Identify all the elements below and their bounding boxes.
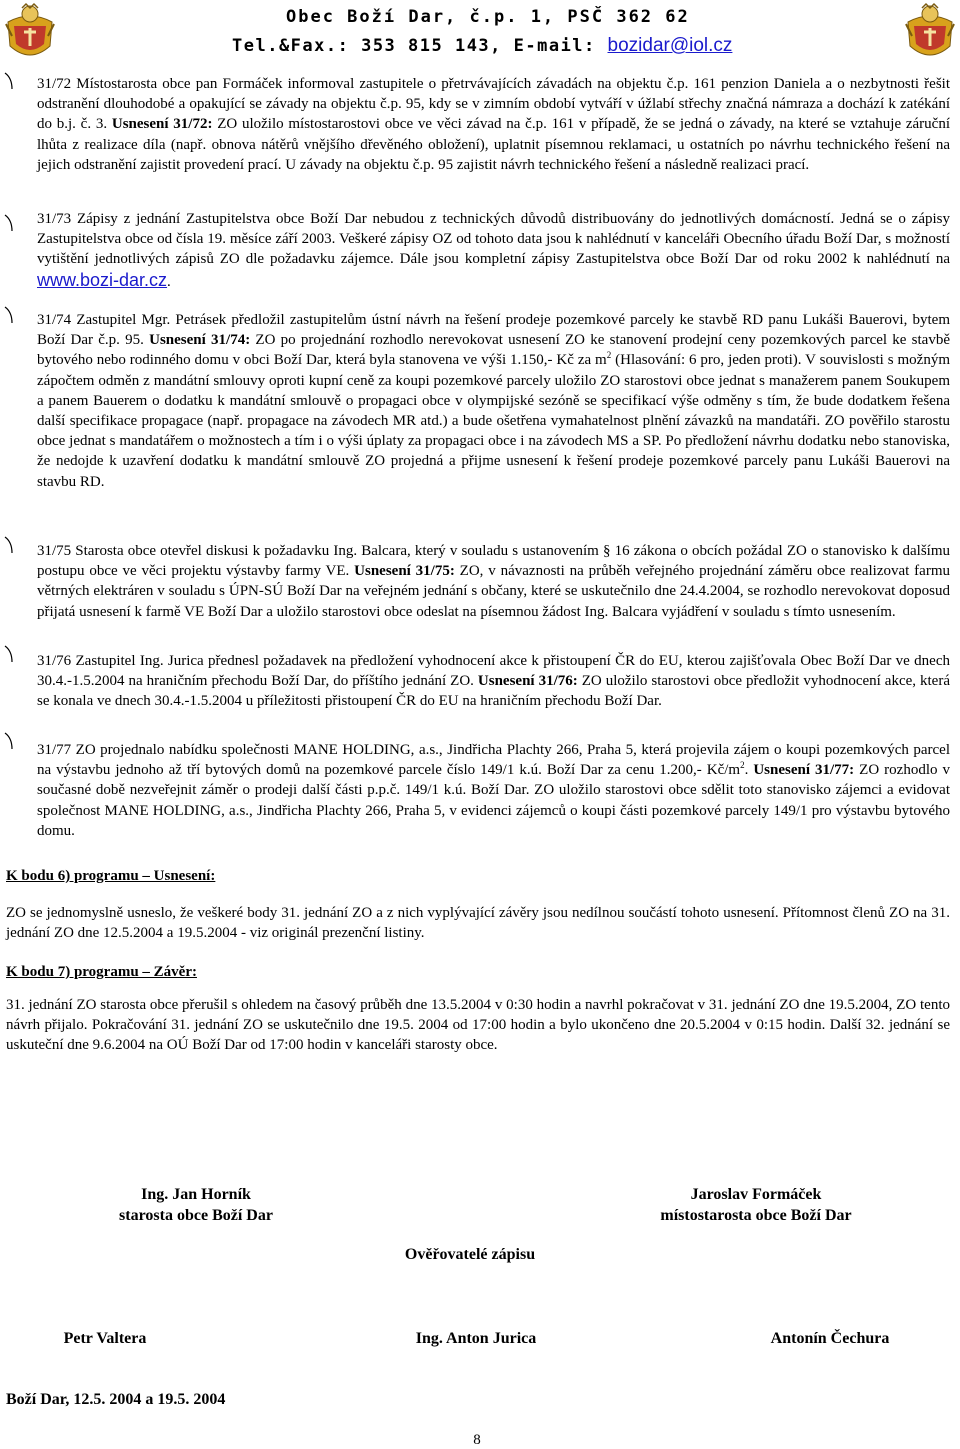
header-address: Obec Boží Dar, č.p. 1, PSČ 362 62 <box>286 7 690 27</box>
item-31-74 <box>37 310 950 492</box>
item-text: . <box>744 762 754 779</box>
header-phone: Tel.&Fax.: 353 815 143, E-mail: <box>232 36 608 56</box>
resolution-label: Usnesení 31/74: <box>149 332 251 349</box>
item-31-77 <box>37 740 950 841</box>
item-31-75 <box>37 541 950 622</box>
item-text: 31/72 Místostarosta obce pan Formáček informoval zastupitele o přetrvávajících závadách na objektu č.p. 161 penzion Daniela a o nezbytnosti řešit odstranění dlouhodobé a opakující se závady na objektu č.p. 95, kdy se v zimním období vytváří v úžlabí střechy značná námraza a dochází k zatékání do b.j. č. 3. <box>37 76 950 133</box>
item-text: ZO po projednání rozhodlo nerevokovat usnesení ZO ke stanovení prodejní ceny pozemkových parcel ke stavbě bytového nebo rodinného domu v obci Boží Dar, která byla stanovena ve výši 1.150,- Kč za m <box>37 332 950 369</box>
item-text: ZO rozhodlo v současné době nezveřejnit záměr o prodeji další části p.p.č. 149/1 k.ú. Boží Dar. ZO uložilo starostovi obce sdělit toto stanovisko zájemci a evidovat společnost MANE HOLDING, a.s., Jindřicha Plachty 266, Praha 5, v evidenci zájemců o koupi části pozemkové parcely 149/1 pro výstavbu bytového domu. <box>37 762 950 839</box>
item-text: ZO, v návaznosti na průběh veřejného projednání záměru obce realizovat farmu větrných elektráren v souladu s ÚPN-SÚ Boží Dar na veřejném jednání s občany, které se uskutečnilo dne 24.4.2004, se rozhodlo nerevokovat doposud přijatá usnesení k farmě VE Boží Dar a uložilo starostovi obce odeslat na písemnou žádost Ing. Balcara vyjádření v souladu s tímto usnesením. <box>37 563 950 620</box>
deputy-title: místostarosta obce Boží Dar <box>660 1207 852 1224</box>
verifiers-label: Ověřovatelé zápisu <box>404 1246 536 1263</box>
item-text: 31/73 Zápisy z jednání Zastupitelstva obce Boží Dar nebudou z technických důvodů distribuovány do jednotlivých domácností. Jedná se o zápisy Zastupitelstva obce od čísla 19. měsíce září 2003. Veškeré zápisy OZ od tohoto data jsou k nahlédnutí v kanceláři Obecního úřadu Boží Dar, s možností vytištění jednotlivých zápisů ZO dle požadavku zájemce. Dále jsou kompletní zápisy Zastupitelstva obce Boží Dar od roku 2002 k nahlédnutí na <box>37 211 950 268</box>
document-date: Boží Dar, 12.5. 2004 a 19.5. 2004 <box>6 1391 226 1408</box>
header-contact <box>232 35 732 57</box>
item-31-72 <box>37 74 950 175</box>
item-text: ZO uložilo místostarostovi obce ve věci závad na č.p. 161 v případě, že se jedná o závady, na které se vztahuje záruční lhůta z realizace díla (např. obnova nátěrů vnějšího dřevěného obložení), uplatnit písemnou reklamaci, u ostatních po návrhu technického řešení na jejich odstranění zajistit provedení prací. U závady na objektu č.p. 95 zajistit návrh technického řešení a následně realizaci prací. <box>37 116 950 173</box>
coat-of-arms-right-icon <box>904 2 956 64</box>
verifier-2: Ing. Anton Jurica <box>415 1330 537 1347</box>
item-31-73 <box>37 209 950 292</box>
list-bullet-icon <box>3 536 15 554</box>
list-bullet-icon <box>3 732 15 750</box>
deputy-signature <box>626 1184 886 1226</box>
list-bullet-icon <box>3 214 15 232</box>
email-link[interactable]: bozidar@iol.cz <box>607 35 733 56</box>
website-link[interactable]: www.bozi-dar.cz <box>37 269 168 290</box>
item-text: 31/74 Zastupitel Mgr. Petrásek předložil zastupitelům ústní návrh na řešení prodeje pozemkové parcely ke stavbě RD panu Lukáši Bauerovi, bytem Boží Dar č.p. 95. <box>37 312 950 349</box>
item-31-76 <box>37 651 950 712</box>
list-bullet-icon <box>3 306 15 324</box>
list-bullet-icon <box>3 72 15 90</box>
section-6-text: ZO se jednomyslně usneslo, že veškeré body 31. jednání ZO a z nich vyplývající závěry jsou nedílnou součástí tohoto usnesení. Přítomnost členů ZO na 31. jednání ZO dne 12.5.2004 a 19.5.2004 - viz originál prezenční listiny. <box>6 905 950 942</box>
resolution-label: Usnesení 31/76: <box>477 673 578 690</box>
mayor-name: Ing. Jan Horník <box>141 1186 251 1203</box>
resolution-label: Usnesení 31/75: <box>354 563 455 580</box>
verifier-1: Petr Valtera <box>63 1330 147 1347</box>
item-text: . <box>167 273 171 290</box>
verifier-3: Antonín Čechura <box>770 1330 890 1347</box>
list-bullet-icon <box>3 645 15 663</box>
item-text: 31/77 ZO projednalo nabídku společnosti MANE HOLDING, a.s., Jindřicha Plachty 266, Praha 5, která projevila zájem o koupi pozemkových parcel na výstavbu jednoho až tří bytových domů na pozemkové parcele číslo 149/1 k.ú. Boží Dar za cenu 1.200,- Kč/m <box>37 742 950 779</box>
section-7-heading: K bodu 7) programu – Závěr: <box>6 964 197 980</box>
section-6-heading: K bodu 6) programu – Usnesení: <box>6 868 216 884</box>
mayor-title: starosta obce Boží Dar <box>119 1207 273 1224</box>
coat-of-arms-left-icon <box>4 2 56 64</box>
superscript: 2 <box>740 760 745 771</box>
item-text: 31/76 Zastupitel Ing. Jurica přednesl požadavek na předložení vyhodnocení akce k přistoupení ČR do EU, kterou zajišťovala Obec Boží Dar ve dnech 30.4.-1.5.2004 na hraničním přechodu Boží Dar, do příštího jednání ZO. <box>37 653 950 690</box>
item-text: (Hlasování: 6 pro, jeden proti). V souvislosti s možným zápočtem odměn z mandátní smlouvy oproti kupní ceně za koupi pozemkové parcely uložilo ZO starostovi obce jednat s manažerem panem Soukupem a panem Bauerem o dodatku k mandátní smlouvě o propagaci obce v olympijské sezóně se specifikací výše odměny s tím, že bude dodatkem řešena další specifikace propagace (např. propagace na závodech MR atd.) a bude ošetřena vymahatelnost plnění závazků na mandatáři. ZO pověřilo starostu obce jednat s mandatářem o možnostech a tím i o výši úplaty za propagaci obce i na závodech MS a SP. Po předložení návrhu dodatku nebo stanoviska, že nedojde k uzavření dodatku k mandátní smlouvě ZO projedná a přijme usnesení k řešení prodeje pozemkové parcely panu Lukáši Bauerovi na stavbu RD. <box>37 352 950 490</box>
superscript: 2 <box>606 350 612 361</box>
resolution-label: Usnesení 31/77: <box>753 762 855 779</box>
resolution-label: Usnesení 31/72: <box>111 116 213 133</box>
deputy-name: Jaroslav Formáček <box>690 1186 822 1203</box>
page-number: 8 <box>473 1432 481 1448</box>
item-text: 31/75 Starosta obce otevřel diskusi k požadavku Ing. Balcara, který v souladu s ustanovením § 16 zákona o obcích požádal ZO o stanovisko k dalšímu postupu obce ve věci projektu výstavby farmy VE. <box>37 543 950 580</box>
section-7-text: 31. jednání ZO starosta obce přerušil s ohledem na časový průběh dne 13.5.2004 v 0:30 hodin a navrhl pokračovat v 31. jednání ZO dne 19.5.2004, ZO tento návrh přijalo. Pokračování 31. jednání ZO se uskutečnilo dne 19.5. 2004 od 17:00 hodin a bylo ukončeno dne 20.5.2004 v 0:15 hodin. Další 32. jednání se uskuteční dne 9.6.2004 na OÚ Boží Dar od 17:00 hodin v kanceláři starosty obce. <box>6 997 950 1054</box>
item-text: ZO uložilo starostovi obce předložit vyhodnocení akce, která se konala ve dnech 30.4.-1.5.2004 u příležitosti přistoupení ČR do EU na hraničním přechodu Boží Dar. <box>37 673 950 710</box>
mayor-signature <box>76 1184 316 1226</box>
